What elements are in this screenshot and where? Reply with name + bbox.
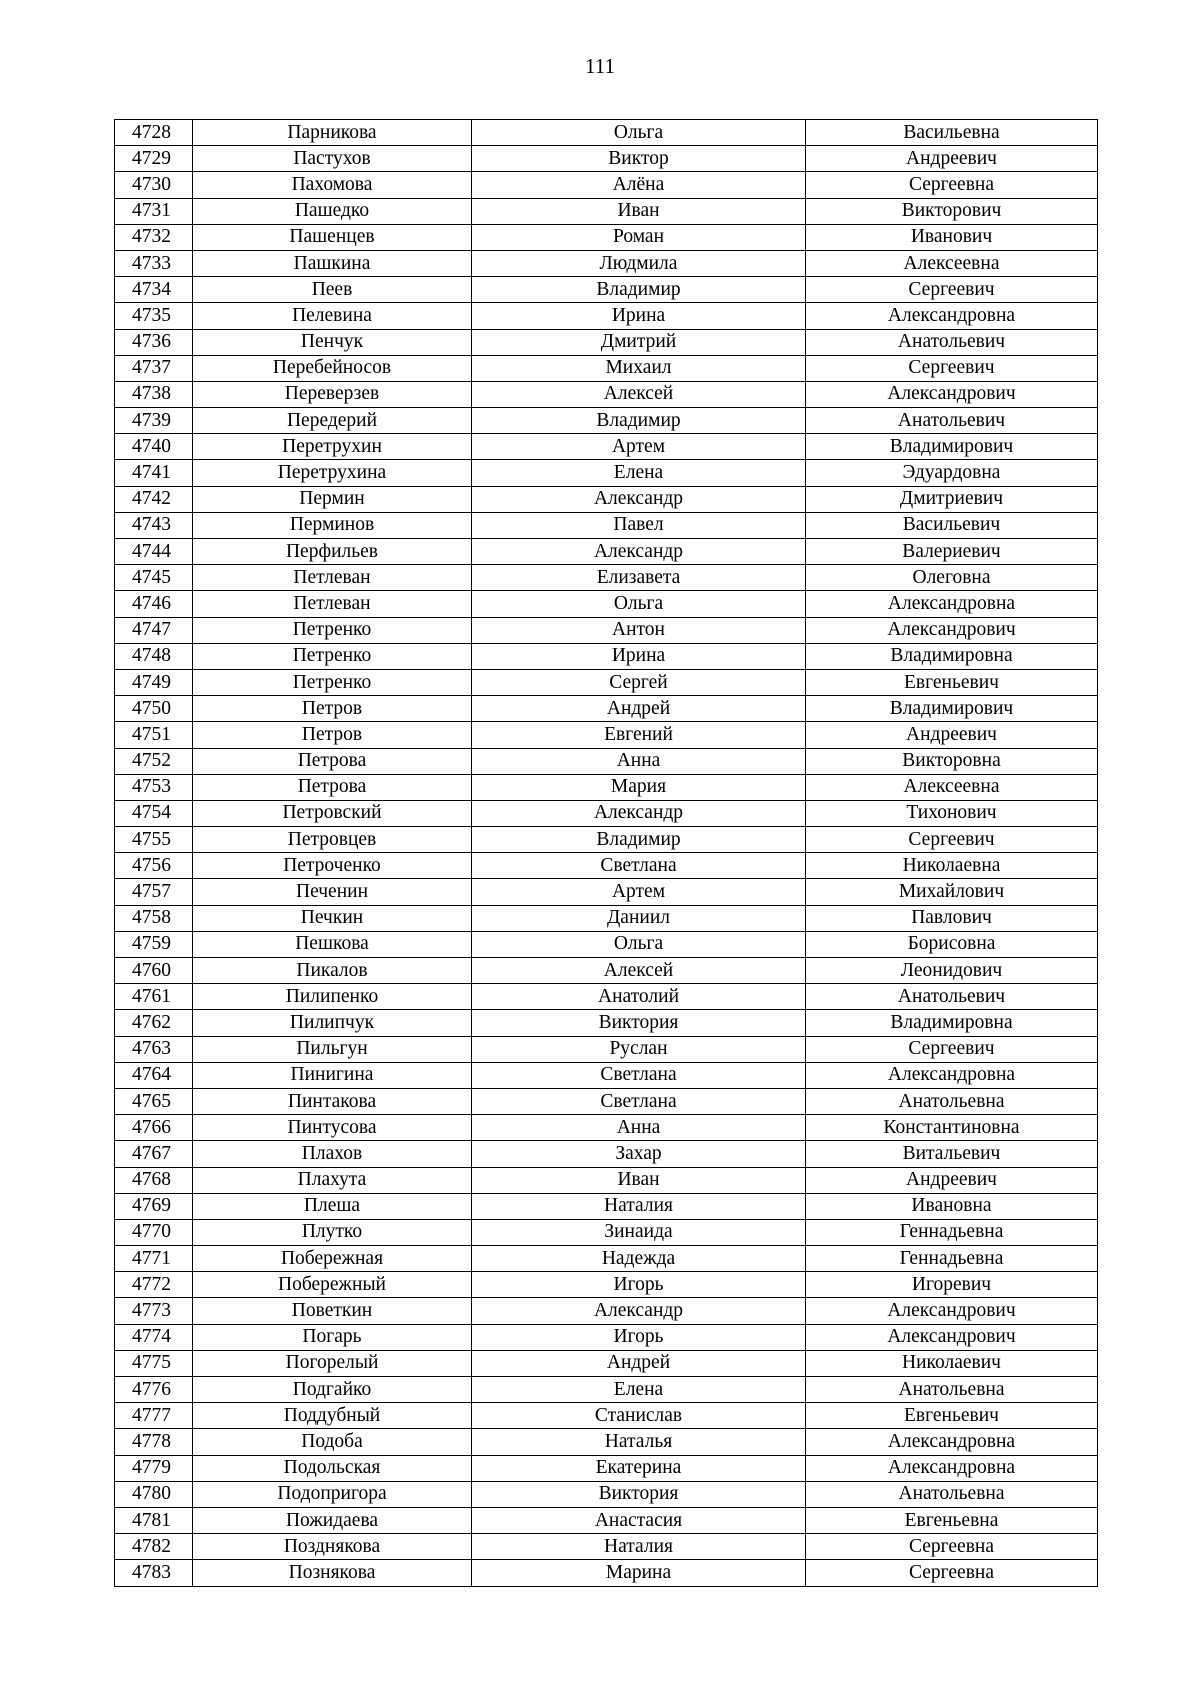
row-number-cell: 4743: [115, 512, 193, 538]
table-row: [115, 1193, 1098, 1219]
table-row: [115, 669, 1098, 695]
middle-name-cell: Витальевич: [806, 1141, 1098, 1167]
first-name-cell: Анастасия: [472, 1507, 806, 1533]
table-row: [115, 1088, 1098, 1114]
row-number-cell: 4746: [115, 591, 193, 617]
last-name-cell: Перминов: [193, 512, 472, 538]
middle-name-cell: Ивановна: [806, 1193, 1098, 1219]
table-row: [115, 722, 1098, 748]
first-name-cell: Наталия: [472, 1193, 806, 1219]
last-name-cell: Поветкин: [193, 1298, 472, 1324]
middle-name-cell: Евгеньевна: [806, 1507, 1098, 1533]
first-name-cell: Светлана: [472, 1062, 806, 1088]
last-name-cell: Пилипчук: [193, 1010, 472, 1036]
first-name-cell: Иван: [472, 1167, 806, 1193]
table-row: [115, 958, 1098, 984]
row-number-cell: 4782: [115, 1534, 193, 1560]
first-name-cell: Владимир: [472, 277, 806, 303]
row-number-cell: 4760: [115, 958, 193, 984]
first-name-cell: Андрей: [472, 696, 806, 722]
table-row: [115, 643, 1098, 669]
table-row: [115, 355, 1098, 381]
first-name-cell: Ольга: [472, 120, 806, 146]
last-name-cell: Перетрухин: [193, 434, 472, 460]
row-number-cell: 4750: [115, 696, 193, 722]
last-name-cell: Пахомова: [193, 172, 472, 198]
last-name-cell: Печкин: [193, 905, 472, 931]
first-name-cell: Евгений: [472, 722, 806, 748]
middle-name-cell: Викторович: [806, 198, 1098, 224]
middle-name-cell: Анатольевич: [806, 408, 1098, 434]
last-name-cell: Плеша: [193, 1193, 472, 1219]
middle-name-cell: Дмитриевич: [806, 486, 1098, 512]
middle-name-cell: Леонидович: [806, 958, 1098, 984]
first-name-cell: Зинаида: [472, 1219, 806, 1245]
table-row: [115, 1429, 1098, 1455]
row-number-cell: 4757: [115, 879, 193, 905]
row-number-cell: 4766: [115, 1115, 193, 1141]
row-number-cell: 4768: [115, 1167, 193, 1193]
first-name-cell: Александр: [472, 539, 806, 565]
table-row: [115, 591, 1098, 617]
row-number-cell: 4776: [115, 1377, 193, 1403]
row-number-cell: 4759: [115, 931, 193, 957]
middle-name-cell: Андреевич: [806, 1167, 1098, 1193]
names-table: [114, 119, 1098, 1587]
middle-name-cell: Сергеевич: [806, 1036, 1098, 1062]
row-number-cell: 4730: [115, 172, 193, 198]
middle-name-cell: Евгеньевич: [806, 1403, 1098, 1429]
last-name-cell: Петренко: [193, 669, 472, 695]
table-row: [115, 329, 1098, 355]
middle-name-cell: Владимировна: [806, 1010, 1098, 1036]
row-number-cell: 4765: [115, 1088, 193, 1114]
first-name-cell: Елена: [472, 1377, 806, 1403]
table-row: [115, 1246, 1098, 1272]
first-name-cell: Владимир: [472, 408, 806, 434]
middle-name-cell: Евгеньевич: [806, 669, 1098, 695]
table-row: [115, 460, 1098, 486]
row-number-cell: 4771: [115, 1246, 193, 1272]
last-name-cell: Пашедко: [193, 198, 472, 224]
row-number-cell: 4742: [115, 486, 193, 512]
first-name-cell: Александр: [472, 800, 806, 826]
row-number-cell: 4745: [115, 565, 193, 591]
last-name-cell: Поддубный: [193, 1403, 472, 1429]
middle-name-cell: Александрович: [806, 1298, 1098, 1324]
first-name-cell: Артем: [472, 879, 806, 905]
row-number-cell: 4767: [115, 1141, 193, 1167]
first-name-cell: Екатерина: [472, 1455, 806, 1481]
table-row: [115, 198, 1098, 224]
middle-name-cell: Сергеевич: [806, 827, 1098, 853]
last-name-cell: Печенин: [193, 879, 472, 905]
last-name-cell: Пожидаева: [193, 1507, 472, 1533]
middle-name-cell: Олеговна: [806, 565, 1098, 591]
table-row: [115, 277, 1098, 303]
row-number-cell: 4748: [115, 643, 193, 669]
last-name-cell: Передерий: [193, 408, 472, 434]
last-name-cell: Перебейносов: [193, 355, 472, 381]
row-number-cell: 4739: [115, 408, 193, 434]
row-number-cell: 4778: [115, 1429, 193, 1455]
table-row: [115, 565, 1098, 591]
middle-name-cell: Андреевич: [806, 722, 1098, 748]
row-number-cell: 4764: [115, 1062, 193, 1088]
last-name-cell: Пеев: [193, 277, 472, 303]
last-name-cell: Перфильев: [193, 539, 472, 565]
table-row: [115, 1219, 1098, 1245]
last-name-cell: Позднякова: [193, 1534, 472, 1560]
last-name-cell: Переверзев: [193, 381, 472, 407]
table-row: [115, 853, 1098, 879]
row-number-cell: 4731: [115, 198, 193, 224]
first-name-cell: Даниил: [472, 905, 806, 931]
table-row: [115, 1481, 1098, 1507]
row-number-cell: 4741: [115, 460, 193, 486]
middle-name-cell: Александровна: [806, 1062, 1098, 1088]
first-name-cell: Наталия: [472, 1534, 806, 1560]
middle-name-cell: Андреевич: [806, 146, 1098, 172]
row-number-cell: 4758: [115, 905, 193, 931]
middle-name-cell: Васильевна: [806, 120, 1098, 146]
table-row: [115, 879, 1098, 905]
middle-name-cell: Михайлович: [806, 879, 1098, 905]
row-number-cell: 4735: [115, 303, 193, 329]
row-number-cell: 4756: [115, 853, 193, 879]
table-row: [115, 1324, 1098, 1350]
last-name-cell: Петлеван: [193, 565, 472, 591]
last-name-cell: Плахов: [193, 1141, 472, 1167]
table-row: [115, 617, 1098, 643]
table-row: [115, 512, 1098, 538]
last-name-cell: Перетрухина: [193, 460, 472, 486]
middle-name-cell: Владимирович: [806, 696, 1098, 722]
first-name-cell: Надежда: [472, 1246, 806, 1272]
middle-name-cell: Игоревич: [806, 1272, 1098, 1298]
row-number-cell: 4736: [115, 329, 193, 355]
table-row: [115, 1403, 1098, 1429]
middle-name-cell: Иванович: [806, 224, 1098, 250]
middle-name-cell: Алексеевна: [806, 774, 1098, 800]
first-name-cell: Роман: [472, 224, 806, 250]
first-name-cell: Дмитрий: [472, 329, 806, 355]
table-row: [115, 1298, 1098, 1324]
first-name-cell: Игорь: [472, 1272, 806, 1298]
first-name-cell: Руслан: [472, 1036, 806, 1062]
table-row: [115, 224, 1098, 250]
row-number-cell: 4733: [115, 250, 193, 276]
middle-name-cell: Васильевич: [806, 512, 1098, 538]
row-number-cell: 4774: [115, 1324, 193, 1350]
middle-name-cell: Сергеевна: [806, 1560, 1098, 1586]
table-row: [115, 1560, 1098, 1586]
first-name-cell: Виктория: [472, 1481, 806, 1507]
middle-name-cell: Александрович: [806, 617, 1098, 643]
first-name-cell: Ирина: [472, 303, 806, 329]
row-number-cell: 4769: [115, 1193, 193, 1219]
first-name-cell: Ирина: [472, 643, 806, 669]
last-name-cell: Плахута: [193, 1167, 472, 1193]
table-row: [115, 1455, 1098, 1481]
table-row: [115, 381, 1098, 407]
first-name-cell: Алексей: [472, 381, 806, 407]
table-row: [115, 800, 1098, 826]
row-number-cell: 4770: [115, 1219, 193, 1245]
first-name-cell: Анатолий: [472, 984, 806, 1010]
middle-name-cell: Александровна: [806, 1429, 1098, 1455]
last-name-cell: Пелевина: [193, 303, 472, 329]
middle-name-cell: Борисовна: [806, 931, 1098, 957]
table-row: [115, 1010, 1098, 1036]
row-number-cell: 4729: [115, 146, 193, 172]
table-row: [115, 539, 1098, 565]
table-row: [115, 1377, 1098, 1403]
middle-name-cell: Эдуардовна: [806, 460, 1098, 486]
last-name-cell: Погарь: [193, 1324, 472, 1350]
middle-name-cell: Николаевна: [806, 853, 1098, 879]
last-name-cell: Пашкина: [193, 250, 472, 276]
middle-name-cell: Сергеевна: [806, 172, 1098, 198]
first-name-cell: Павел: [472, 512, 806, 538]
last-name-cell: Пинтакова: [193, 1088, 472, 1114]
last-name-cell: Подопригора: [193, 1481, 472, 1507]
table-row: [115, 172, 1098, 198]
table-row: [115, 696, 1098, 722]
table-row: [115, 1115, 1098, 1141]
first-name-cell: Андрей: [472, 1350, 806, 1376]
first-name-cell: Иван: [472, 198, 806, 224]
last-name-cell: Пашенцев: [193, 224, 472, 250]
names-table-body: [115, 120, 1098, 1587]
row-number-cell: 4754: [115, 800, 193, 826]
middle-name-cell: Геннадьевна: [806, 1219, 1098, 1245]
table-row: [115, 984, 1098, 1010]
first-name-cell: Виктория: [472, 1010, 806, 1036]
row-number-cell: 4747: [115, 617, 193, 643]
last-name-cell: Пермин: [193, 486, 472, 512]
table-row: [115, 1507, 1098, 1533]
row-number-cell: 4738: [115, 381, 193, 407]
middle-name-cell: Александрович: [806, 1324, 1098, 1350]
first-name-cell: Артем: [472, 434, 806, 460]
last-name-cell: Петров: [193, 696, 472, 722]
table-row: [115, 905, 1098, 931]
middle-name-cell: Павлович: [806, 905, 1098, 931]
first-name-cell: Елена: [472, 460, 806, 486]
table-row: [115, 1036, 1098, 1062]
table-row: [115, 1350, 1098, 1376]
last-name-cell: Петрова: [193, 774, 472, 800]
last-name-cell: Петренко: [193, 617, 472, 643]
first-name-cell: Светлана: [472, 853, 806, 879]
last-name-cell: Пинтусова: [193, 1115, 472, 1141]
last-name-cell: Петрова: [193, 748, 472, 774]
middle-name-cell: Анатольевич: [806, 984, 1098, 1010]
middle-name-cell: Сергеевич: [806, 277, 1098, 303]
row-number-cell: 4761: [115, 984, 193, 1010]
row-number-cell: 4775: [115, 1350, 193, 1376]
row-number-cell: 4780: [115, 1481, 193, 1507]
table-row: [115, 1062, 1098, 1088]
first-name-cell: Владимир: [472, 827, 806, 853]
first-name-cell: Анна: [472, 748, 806, 774]
middle-name-cell: Александрович: [806, 381, 1098, 407]
middle-name-cell: Геннадьевна: [806, 1246, 1098, 1272]
table-row: [115, 486, 1098, 512]
table-row: [115, 1534, 1098, 1560]
last-name-cell: Подольская: [193, 1455, 472, 1481]
last-name-cell: Петровский: [193, 800, 472, 826]
middle-name-cell: Анатольевна: [806, 1088, 1098, 1114]
first-name-cell: Елизавета: [472, 565, 806, 591]
first-name-cell: Сергей: [472, 669, 806, 695]
first-name-cell: Александр: [472, 1298, 806, 1324]
first-name-cell: Антон: [472, 617, 806, 643]
last-name-cell: Петренко: [193, 643, 472, 669]
middle-name-cell: Александровна: [806, 1455, 1098, 1481]
row-number-cell: 4752: [115, 748, 193, 774]
last-name-cell: Пинигина: [193, 1062, 472, 1088]
table-row: [115, 748, 1098, 774]
row-number-cell: 4749: [115, 669, 193, 695]
row-number-cell: 4755: [115, 827, 193, 853]
first-name-cell: Светлана: [472, 1088, 806, 1114]
last-name-cell: Плутко: [193, 1219, 472, 1245]
table-row: [115, 250, 1098, 276]
last-name-cell: Погорелый: [193, 1350, 472, 1376]
row-number-cell: 4773: [115, 1298, 193, 1324]
row-number-cell: 4734: [115, 277, 193, 303]
first-name-cell: Анна: [472, 1115, 806, 1141]
middle-name-cell: Сергеевна: [806, 1534, 1098, 1560]
first-name-cell: Захар: [472, 1141, 806, 1167]
first-name-cell: Наталья: [472, 1429, 806, 1455]
last-name-cell: Побережная: [193, 1246, 472, 1272]
middle-name-cell: Анатольевич: [806, 329, 1098, 355]
table-row: [115, 408, 1098, 434]
last-name-cell: Побережный: [193, 1272, 472, 1298]
last-name-cell: Пенчук: [193, 329, 472, 355]
table-row: [115, 931, 1098, 957]
last-name-cell: Пилипенко: [193, 984, 472, 1010]
row-number-cell: 4737: [115, 355, 193, 381]
first-name-cell: Людмила: [472, 250, 806, 276]
last-name-cell: Петров: [193, 722, 472, 748]
row-number-cell: 4777: [115, 1403, 193, 1429]
row-number-cell: 4763: [115, 1036, 193, 1062]
table-row: [115, 774, 1098, 800]
last-name-cell: Пешкова: [193, 931, 472, 957]
first-name-cell: Александр: [472, 486, 806, 512]
table-row: [115, 827, 1098, 853]
table-row: [115, 146, 1098, 172]
row-number-cell: 4753: [115, 774, 193, 800]
middle-name-cell: Владимировна: [806, 643, 1098, 669]
middle-name-cell: Владимирович: [806, 434, 1098, 460]
middle-name-cell: Александровна: [806, 303, 1098, 329]
row-number-cell: 4744: [115, 539, 193, 565]
first-name-cell: Станислав: [472, 1403, 806, 1429]
last-name-cell: Петлеван: [193, 591, 472, 617]
middle-name-cell: Тихонович: [806, 800, 1098, 826]
last-name-cell: Пастухов: [193, 146, 472, 172]
first-name-cell: Виктор: [472, 146, 806, 172]
last-name-cell: Парникова: [193, 120, 472, 146]
last-name-cell: Познякова: [193, 1560, 472, 1586]
middle-name-cell: Николаевич: [806, 1350, 1098, 1376]
row-number-cell: 4728: [115, 120, 193, 146]
row-number-cell: 4762: [115, 1010, 193, 1036]
table-row: [115, 1272, 1098, 1298]
middle-name-cell: Александровна: [806, 591, 1098, 617]
row-number-cell: 4781: [115, 1507, 193, 1533]
first-name-cell: Игорь: [472, 1324, 806, 1350]
last-name-cell: Петроченко: [193, 853, 472, 879]
row-number-cell: 4783: [115, 1560, 193, 1586]
first-name-cell: Михаил: [472, 355, 806, 381]
table-row: [115, 303, 1098, 329]
first-name-cell: Алёна: [472, 172, 806, 198]
first-name-cell: Ольга: [472, 931, 806, 957]
last-name-cell: Пикалов: [193, 958, 472, 984]
row-number-cell: 4740: [115, 434, 193, 460]
row-number-cell: 4772: [115, 1272, 193, 1298]
first-name-cell: Ольга: [472, 591, 806, 617]
table-row: [115, 1141, 1098, 1167]
middle-name-cell: Константиновна: [806, 1115, 1098, 1141]
middle-name-cell: Анатольевна: [806, 1377, 1098, 1403]
table-row: [115, 1167, 1098, 1193]
last-name-cell: Петровцев: [193, 827, 472, 853]
last-name-cell: Подоба: [193, 1429, 472, 1455]
last-name-cell: Подгайко: [193, 1377, 472, 1403]
row-number-cell: 4732: [115, 224, 193, 250]
page-number: 111: [585, 54, 615, 78]
middle-name-cell: Алексеевна: [806, 250, 1098, 276]
last-name-cell: Пильгун: [193, 1036, 472, 1062]
middle-name-cell: Сергеевич: [806, 355, 1098, 381]
first-name-cell: Марина: [472, 1560, 806, 1586]
middle-name-cell: Викторовна: [806, 748, 1098, 774]
first-name-cell: Алексей: [472, 958, 806, 984]
row-number-cell: 4751: [115, 722, 193, 748]
first-name-cell: Мария: [472, 774, 806, 800]
middle-name-cell: Валериевич: [806, 539, 1098, 565]
table-row: [115, 120, 1098, 146]
table-row: [115, 434, 1098, 460]
middle-name-cell: Анатольевна: [806, 1481, 1098, 1507]
row-number-cell: 4779: [115, 1455, 193, 1481]
